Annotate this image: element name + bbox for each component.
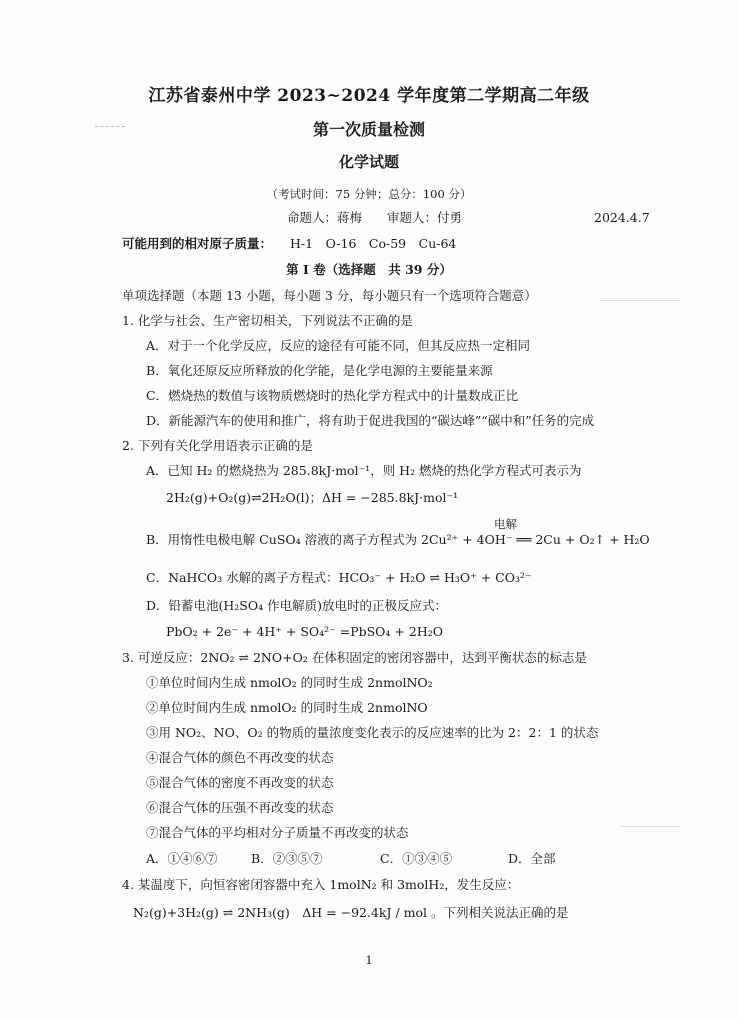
q3-item-6: ⑥混合气体的压强不再改变的状态 [146,800,334,815]
q4-stem: 4. 某温度下，向恒容密闭容器中充入 1molN₂ 和 3molH₂，发生反应： [122,877,520,892]
q3-stem: 3. 可逆反应：2NO₂ ⇌ 2NO+O₂ 在体积固定的密闭容器中，达到平衡状态的标志是 [122,650,587,665]
q3-item-7: ⑦混合气体的平均相对分子质量不再改变的状态 [146,825,409,840]
q2-stem: 2. 下列有关化学用语表示正确的是 [122,438,313,453]
q2-option-a: A．已知 H₂ 的燃烧热为 285.8kJ·mol⁻¹，则 H₂ 燃烧的热化学方程式可表示为 [146,463,582,478]
exam-info: （考试时间：75 分钟；总分：100 分） [266,187,472,201]
q1-stem: 1. 化学与社会、生产密切相关，下列说法不正确的是 [122,313,413,328]
instructions: 单项选择题（本题 13 小题，每小题 3 分，每小题只有一个选项符合题意） [122,288,537,303]
q3-option-b: B．②③⑤⑦ [251,851,323,866]
q1-option-a: A．对于一个化学反应，反应的途径有可能不同，但其反应热一定相同 [146,338,531,353]
q3-option-c: C．①③④⑤ [380,851,453,866]
page-number: 1 [365,953,373,967]
section-title: 第 I 卷（选择题 共 39 分） [286,262,452,277]
q3-item-5: ⑤混合气体的密度不再改变的状态 [146,775,334,790]
q2-electrolysis-label: 电解 [494,517,517,531]
q2-option-b: B．用惰性电极电解 CuSO₄ 溶液的离子方程式为 2Cu²⁺ + 4OH⁻ ══ 2Cu + O₂↑ + H₂O [146,532,650,547]
exam-subtitle: 第一次质量检测 [312,120,425,139]
exam-authors: 命题人：蒋梅 审题人：付勇 [287,210,463,225]
q2-option-a-equation: 2H₂(g)+O₂(g)⇌2H₂O(l)；ΔH = −285.8kJ·mol⁻¹ [166,490,459,505]
exam-date: 2024.4.7 [594,210,650,225]
exam-subject: 化学试题 [338,153,399,171]
q1-option-b: B．氧化还原反应所释放的化学能，是化学电源的主要能量来源 [146,363,493,378]
q2-option-c: C．NaHCO₃ 水解的离子方程式：HCO₃⁻ + H₂O ⇌ H₃O⁺ + CO₃²⁻ [146,570,532,585]
q2-option-d: D．铅蓄电池(H₂SO₄ 作电解质)放电时的正极反应式： [146,598,447,613]
exam-title: 江苏省泰州中学 2023~2024 学年度第二学期高二年级 [148,86,590,106]
q1-option-c: C．燃烧热的数值与该物质燃烧时的热化学方程式中的计量数成正比 [146,388,519,403]
q1-option-d: D．新能源汽车的使用和推广，将有助于促进我国的“碳达峰”“碳中和”任务的完成 [146,413,595,428]
q4-equation: N₂(g)+3H₂(g) ⇌ 2NH₃(g) ΔH = −92.4kJ / mol 。下列相关说法正确的是 [133,905,569,920]
q3-option-d: D．全部 [508,851,556,866]
atomic-mass-label: 可能用到的相对原子质量： [122,236,273,251]
q3-item-3: ③用 NO₂、NO、O₂ 的物质的量浓度变化表示的反应速率的比为 2：2：1 的状态 [146,725,599,740]
atomic-masses: H-1 O-16 Co-59 Cu-64 [290,236,457,251]
q3-item-1: ①单位时间内生成 nmolO₂ 的同时生成 2nmolNO₂ [146,675,433,690]
q3-item-2: ②单位时间内生成 nmolO₂ 的同时生成 2nmolNO [146,700,428,715]
q3-option-a: A．①④⑥⑦ [146,851,218,866]
q3-item-4: ④混合气体的颜色不再改变的状态 [146,750,334,765]
q2-option-d-equation: PbO₂ + 2e⁻ + 4H⁺ + SO₄²⁻ =PbSO₄ + 2H₂O [166,624,443,639]
